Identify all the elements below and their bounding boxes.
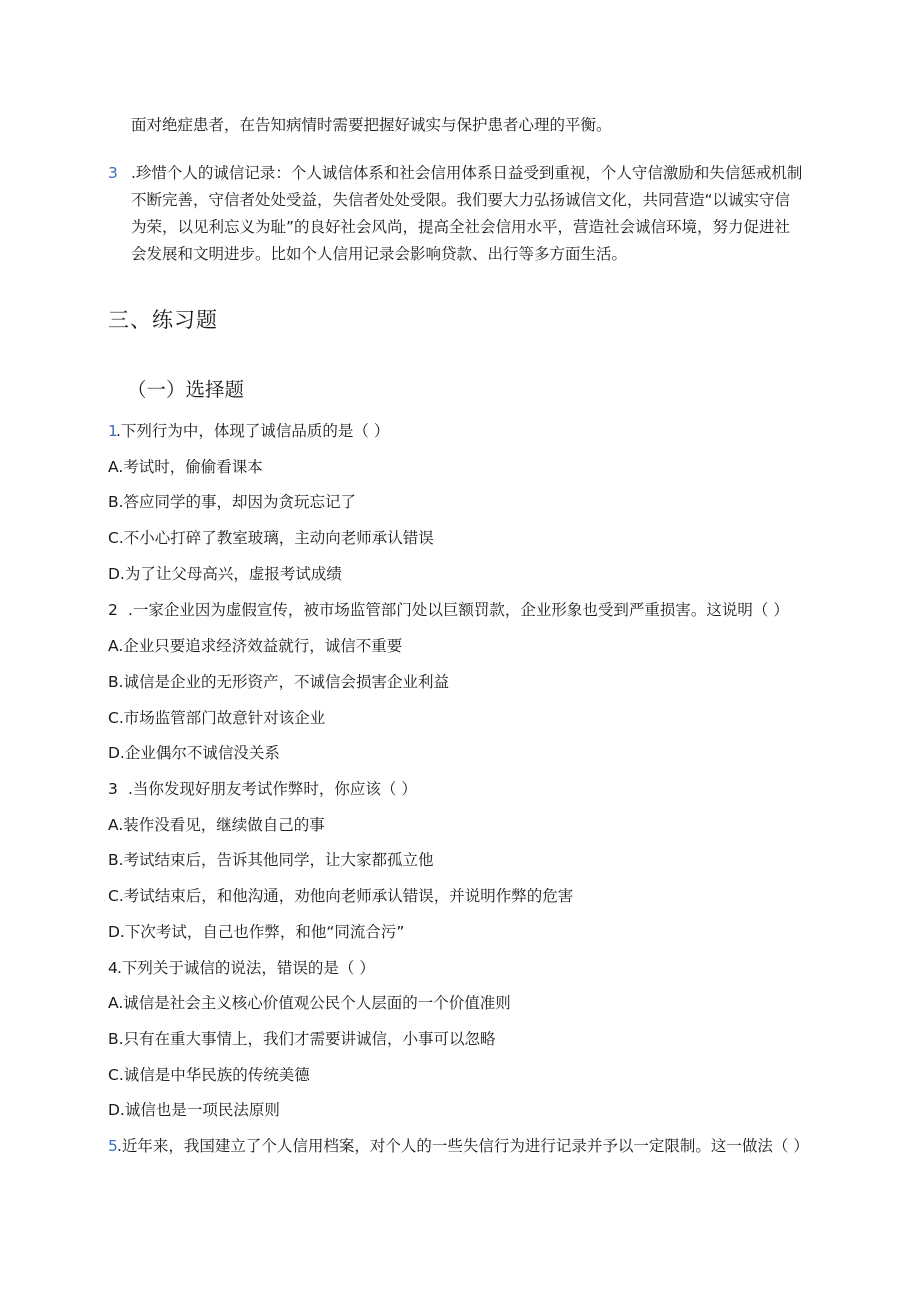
option-text: A.装作没看见，继续做自己的事 bbox=[108, 816, 325, 834]
option-text: D.诚信也是一项民法原则 bbox=[108, 1101, 280, 1119]
option-text: A.企业只要追求经济效益就行，诚信不重要 bbox=[108, 637, 403, 655]
option-text: B.诚信是企业的无形资产，不诚信会损害企业利益 bbox=[108, 673, 450, 691]
point3-line: 会发展和文明进步。比如个人信用记录会影响贷款、出行等多方面生活。 bbox=[131, 245, 628, 263]
question-stem: .当你发现好朋友考试作弊时，你应该（ ） bbox=[128, 780, 417, 798]
question-stem: .近年来，我国建立了个人信用档案，对个人的一些失信行为进行记录并予以一定限制。这一做法（ ） bbox=[117, 1137, 809, 1155]
option-text: B.只有在重大事情上，我们才需要讲诚信，小事可以忽略 bbox=[108, 1030, 496, 1048]
option-text: B.答应同学的事，却因为贪玩忘记了 bbox=[108, 493, 357, 511]
section-title: 三、练习题 bbox=[108, 308, 218, 332]
option-text: D.为了让父母高兴，虚报考试成绩 bbox=[108, 565, 342, 583]
intro-tail-text: 面对绝症患者，在告知病情时需要把握好诚实与保护患者心理的平衡。 bbox=[131, 116, 612, 134]
question-number: 4 bbox=[108, 959, 118, 977]
option-text: D.下次考试，自己也作弊，和他“同流合污” bbox=[108, 923, 405, 941]
question-number: 1 bbox=[108, 422, 118, 440]
option-text: A.诚信是社会主义核心价值观公民个人层面的一个价值准则 bbox=[108, 994, 511, 1012]
point3-number: 3 bbox=[108, 164, 118, 182]
question-number: 5 bbox=[108, 1137, 118, 1155]
question-number: 3 bbox=[108, 780, 118, 798]
option-text: C.考试结束后，和他沟通，劝他向老师承认错误，并说明作弊的危害 bbox=[108, 887, 574, 905]
question-stem: .一家企业因为虚假宣传，被市场监管部门处以巨额罚款，企业形象也受到严重损害。这说明（ ） bbox=[128, 601, 789, 619]
question-number: 2 bbox=[108, 601, 118, 619]
option-text: C.不小心打碎了教室玻璃，主动向老师承认错误 bbox=[108, 529, 434, 547]
option-text: A.考试时，偷偷看课本 bbox=[108, 458, 263, 476]
point3-line: .珍惜个人的诚信记录：个人诚信体系和社会信用体系日益受到重视，个人守信激励和失信惩戒机制 bbox=[131, 164, 803, 182]
option-text: B.考试结束后，告诉其他同学，让大家都孤立他 bbox=[108, 851, 434, 869]
question-stem: .下列行为中，体现了诚信品质的是（ ） bbox=[116, 422, 390, 440]
subsection-title: （一）选择题 bbox=[127, 378, 245, 401]
point3-line: 不断完善，守信者处处受益，失信者处处受限。我们要大力弘扬诚信文化，共同营造“以诚实守信 bbox=[131, 191, 791, 209]
option-text: C.诚信是中华民族的传统美德 bbox=[108, 1066, 310, 1084]
question-stem: .下列关于诚信的说法，错误的是（ ） bbox=[117, 959, 375, 977]
option-text: C.市场监管部门故意针对该企业 bbox=[108, 709, 326, 727]
point3-line: 为荣，以见利忘义为耻”的良好社会风尚，提高全社会信用水平，营造社会诚信环境，努力促进社 bbox=[131, 218, 791, 236]
option-text: D.企业偶尔不诚信没关系 bbox=[108, 744, 280, 762]
